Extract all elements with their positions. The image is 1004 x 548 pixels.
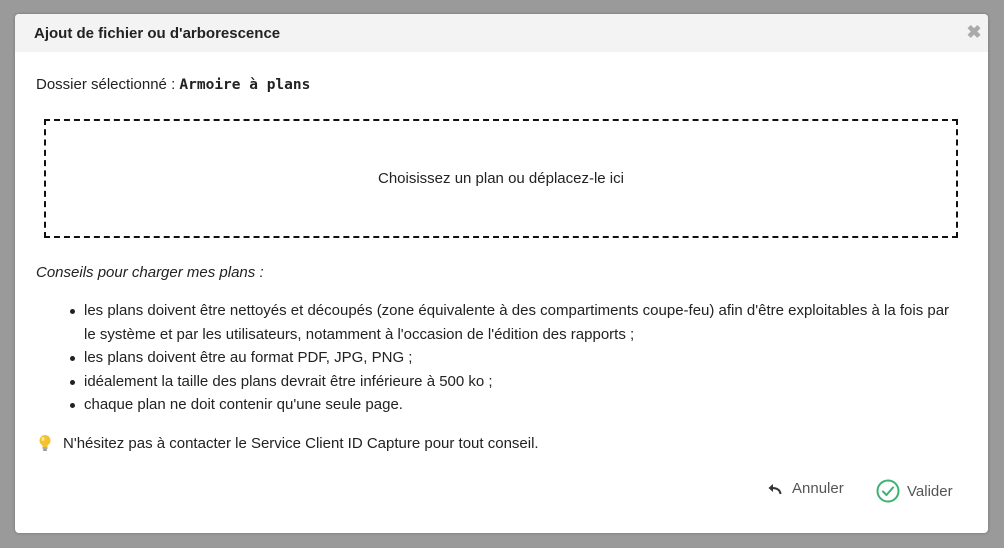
tip-text: N'hésitez pas à contacter le Service Client ID Capture pour tout conseil.	[63, 434, 539, 452]
list-item: chaque plan ne doit contenir qu'une seule page.	[84, 393, 964, 417]
upload-dialog	[15, 14, 988, 533]
dialog-header	[15, 14, 988, 52]
list-item: les plans doivent être nettoyés et découpés (zone équivalente à des compartiments coupe-feu) afin d'être exploitables à la fois par le système et par les utilisateurs, notamment à l'occasion de l'édition des rapports ;	[84, 299, 964, 346]
close-icon[interactable]: ✖	[966, 22, 982, 42]
dialog-title: Ajout de fichier ou d'arborescence	[34, 25, 281, 42]
validate-label: Valider	[907, 482, 953, 500]
list-item: les plans doivent être au format PDF, JPG, PNG ;	[84, 346, 964, 370]
check-circle-icon	[876, 479, 900, 503]
lightbulb-icon	[37, 434, 53, 452]
undo-arrow-icon	[767, 482, 783, 496]
list-item: idéalement la taille des plans devrait être inférieure à 500 ko ;	[84, 370, 964, 394]
cancel-label: Annuler	[792, 480, 844, 497]
selected-folder-name: Armoire à plans	[179, 77, 311, 93]
selected-folder	[36, 76, 310, 93]
advice-list	[84, 299, 964, 417]
validate-button[interactable]	[876, 479, 953, 503]
dropzone-text: Choisissez un plan ou déplacez-le ici	[378, 170, 624, 187]
file-dropzone[interactable]	[44, 119, 958, 238]
tip-line	[37, 434, 539, 452]
advice-title: Conseils pour charger mes plans :	[36, 264, 264, 281]
selected-folder-label: Dossier sélectionné :	[36, 76, 176, 93]
cancel-button[interactable]	[767, 480, 844, 497]
